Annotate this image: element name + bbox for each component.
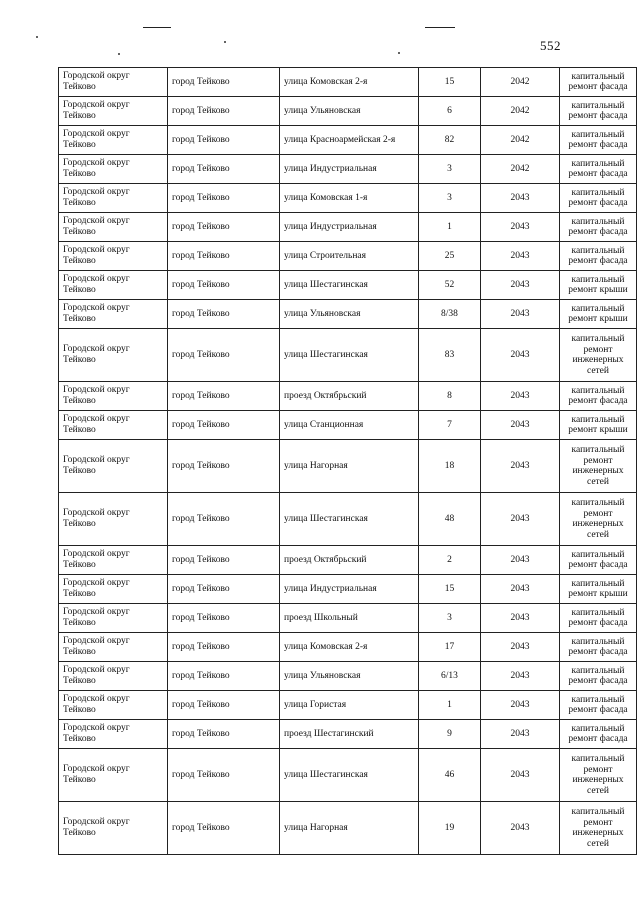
cell-year: 2043	[481, 749, 560, 802]
cell-city: город Тейково	[168, 411, 280, 440]
cell-house-number: 3	[419, 155, 481, 184]
cell-house-number: 19	[419, 802, 481, 855]
cell-street: улица Красноармейская 2-я	[280, 126, 419, 155]
cell-house-number: 17	[419, 633, 481, 662]
table-row	[59, 440, 637, 493]
cell-okrug: Городской округ Тейково	[59, 575, 168, 604]
cell-city: город Тейково	[168, 662, 280, 691]
cell-work-type: капитальный ремонт фасада	[560, 155, 637, 184]
cell-city: город Тейково	[168, 126, 280, 155]
cell-okrug: Городской округ Тейково	[59, 155, 168, 184]
cell-year: 2043	[481, 633, 560, 662]
scan-dot	[224, 41, 226, 43]
cell-work-type: капитальный ремонт инженерных сетей	[560, 802, 637, 855]
cell-city: город Тейково	[168, 242, 280, 271]
cell-year: 2043	[481, 691, 560, 720]
cell-street: улица Гористая	[280, 691, 419, 720]
scan-dot	[118, 53, 120, 55]
cell-work-type: капитальный ремонт фасада	[560, 546, 637, 575]
cell-city: город Тейково	[168, 382, 280, 411]
cell-work-type: капитальный ремонт инженерных сетей	[560, 329, 637, 382]
cell-city: город Тейково	[168, 691, 280, 720]
cell-year: 2043	[481, 300, 560, 329]
table-row	[59, 493, 637, 546]
table-row	[59, 382, 637, 411]
table-row	[59, 242, 637, 271]
cell-street: проезд Школьный	[280, 604, 419, 633]
cell-year: 2043	[481, 802, 560, 855]
cell-year: 2043	[481, 493, 560, 546]
table-row	[59, 126, 637, 155]
cell-work-type: капитальный ремонт фасада	[560, 213, 637, 242]
table-row	[59, 662, 637, 691]
cell-work-type: капитальный ремонт крыши	[560, 575, 637, 604]
cell-street: улица Нагорная	[280, 802, 419, 855]
cell-street: улица Ульяновская	[280, 97, 419, 126]
cell-house-number: 8	[419, 382, 481, 411]
cell-year: 2043	[481, 604, 560, 633]
table-row	[59, 633, 637, 662]
table-row	[59, 184, 637, 213]
table-row	[59, 546, 637, 575]
cell-work-type: капитальный ремонт фасада	[560, 242, 637, 271]
cell-street: улица Станционная	[280, 411, 419, 440]
cell-okrug: Городской округ Тейково	[59, 68, 168, 97]
cell-work-type: капитальный ремонт фасада	[560, 604, 637, 633]
cell-street: улица Строительная	[280, 242, 419, 271]
cell-work-type: капитальный ремонт инженерных сетей	[560, 749, 637, 802]
cell-house-number: 9	[419, 720, 481, 749]
table-row	[59, 691, 637, 720]
cell-house-number: 1	[419, 213, 481, 242]
cell-house-number: 15	[419, 575, 481, 604]
table-row	[59, 802, 637, 855]
cell-house-number: 18	[419, 440, 481, 493]
cell-work-type: капитальный ремонт инженерных сетей	[560, 493, 637, 546]
cell-okrug: Городской округ Тейково	[59, 329, 168, 382]
cell-street: проезд Октябрьский	[280, 382, 419, 411]
cell-city: город Тейково	[168, 604, 280, 633]
cell-year: 2043	[481, 411, 560, 440]
cell-city: город Тейково	[168, 493, 280, 546]
cell-street: улица Индустриальная	[280, 575, 419, 604]
cell-year: 2043	[481, 382, 560, 411]
cell-house-number: 1	[419, 691, 481, 720]
cell-work-type: капитальный ремонт фасада	[560, 691, 637, 720]
registry-table	[58, 67, 637, 855]
cell-okrug: Городской округ Тейково	[59, 662, 168, 691]
cell-okrug: Городской округ Тейково	[59, 300, 168, 329]
cell-work-type: капитальный ремонт фасада	[560, 126, 637, 155]
cell-street: улица Шестагинская	[280, 493, 419, 546]
cell-street: улица Шестагинская	[280, 329, 419, 382]
cell-house-number: 15	[419, 68, 481, 97]
cell-work-type: капитальный ремонт фасада	[560, 97, 637, 126]
cell-work-type: капитальный ремонт крыши	[560, 411, 637, 440]
cell-work-type: капитальный ремонт фасада	[560, 633, 637, 662]
cell-street: улица Комовская 2-я	[280, 633, 419, 662]
cell-okrug: Городской округ Тейково	[59, 126, 168, 155]
table-row	[59, 213, 637, 242]
cell-year: 2043	[481, 575, 560, 604]
cell-okrug: Городской округ Тейково	[59, 213, 168, 242]
cell-year: 2043	[481, 242, 560, 271]
cell-house-number: 3	[419, 184, 481, 213]
cell-house-number: 2	[419, 546, 481, 575]
scan-line-right	[425, 27, 455, 28]
cell-city: город Тейково	[168, 300, 280, 329]
cell-street: улица Шестагинская	[280, 271, 419, 300]
cell-city: город Тейково	[168, 271, 280, 300]
cell-city: город Тейково	[168, 184, 280, 213]
cell-house-number: 6	[419, 97, 481, 126]
cell-city: город Тейково	[168, 155, 280, 184]
cell-year: 2042	[481, 126, 560, 155]
cell-city: город Тейково	[168, 546, 280, 575]
cell-city: город Тейково	[168, 329, 280, 382]
cell-street: улица Индустриальная	[280, 155, 419, 184]
cell-year: 2042	[481, 97, 560, 126]
cell-year: 2043	[481, 329, 560, 382]
cell-house-number: 8/38	[419, 300, 481, 329]
cell-city: город Тейково	[168, 440, 280, 493]
cell-city: город Тейково	[168, 68, 280, 97]
cell-okrug: Городской округ Тейково	[59, 242, 168, 271]
cell-okrug: Городской округ Тейково	[59, 184, 168, 213]
table-row	[59, 329, 637, 382]
cell-city: город Тейково	[168, 802, 280, 855]
cell-okrug: Городской округ Тейково	[59, 604, 168, 633]
cell-street: улица Комовская 2-я	[280, 68, 419, 97]
cell-street: улица Ульяновская	[280, 662, 419, 691]
scan-line-left	[143, 27, 171, 28]
cell-street: проезд Октябрьский	[280, 546, 419, 575]
cell-house-number: 6/13	[419, 662, 481, 691]
cell-street: улица Комовская 1-я	[280, 184, 419, 213]
cell-work-type: капитальный ремонт крыши	[560, 271, 637, 300]
cell-okrug: Городской округ Тейково	[59, 382, 168, 411]
cell-okrug: Городской округ Тейково	[59, 440, 168, 493]
table-row	[59, 720, 637, 749]
cell-work-type: капитальный ремонт фасада	[560, 184, 637, 213]
cell-year: 2043	[481, 213, 560, 242]
cell-house-number: 83	[419, 329, 481, 382]
cell-house-number: 48	[419, 493, 481, 546]
cell-city: город Тейково	[168, 213, 280, 242]
cell-okrug: Городской округ Тейково	[59, 749, 168, 802]
table-row	[59, 271, 637, 300]
cell-year: 2043	[481, 662, 560, 691]
cell-street: улица Нагорная	[280, 440, 419, 493]
cell-street: проезд Шестагинский	[280, 720, 419, 749]
scan-dot	[36, 36, 38, 38]
cell-work-type: капитальный ремонт фасада	[560, 720, 637, 749]
cell-okrug: Городской округ Тейково	[59, 97, 168, 126]
cell-okrug: Городской округ Тейково	[59, 691, 168, 720]
table-row	[59, 68, 637, 97]
table-row	[59, 300, 637, 329]
page-number: 552	[540, 38, 561, 53]
table-row	[59, 575, 637, 604]
cell-okrug: Городской округ Тейково	[59, 720, 168, 749]
cell-street: улица Ульяновская	[280, 300, 419, 329]
table-row	[59, 97, 637, 126]
cell-okrug: Городской округ Тейково	[59, 411, 168, 440]
cell-year: 2043	[481, 184, 560, 213]
cell-city: город Тейково	[168, 720, 280, 749]
cell-okrug: Городской округ Тейково	[59, 546, 168, 575]
cell-work-type: капитальный ремонт крыши	[560, 300, 637, 329]
cell-house-number: 46	[419, 749, 481, 802]
cell-year: 2043	[481, 440, 560, 493]
table-row	[59, 155, 637, 184]
cell-year: 2043	[481, 546, 560, 575]
cell-city: город Тейково	[168, 633, 280, 662]
scan-dot	[398, 52, 400, 54]
cell-house-number: 25	[419, 242, 481, 271]
cell-okrug: Городской округ Тейково	[59, 802, 168, 855]
cell-work-type: капитальный ремонт инженерных сетей	[560, 440, 637, 493]
cell-year: 2043	[481, 271, 560, 300]
registry-rows	[59, 68, 637, 855]
cell-house-number: 52	[419, 271, 481, 300]
cell-street: улица Индустриальная	[280, 213, 419, 242]
table-row	[59, 411, 637, 440]
cell-year: 2043	[481, 720, 560, 749]
cell-house-number: 82	[419, 126, 481, 155]
cell-year: 2042	[481, 68, 560, 97]
cell-work-type: капитальный ремонт фасада	[560, 662, 637, 691]
cell-city: город Тейково	[168, 575, 280, 604]
cell-city: город Тейково	[168, 749, 280, 802]
cell-street: улица Шестагинская	[280, 749, 419, 802]
cell-work-type: капитальный ремонт фасада	[560, 68, 637, 97]
cell-okrug: Городской округ Тейково	[59, 493, 168, 546]
cell-year: 2042	[481, 155, 560, 184]
cell-house-number: 3	[419, 604, 481, 633]
cell-house-number: 7	[419, 411, 481, 440]
cell-okrug: Городской округ Тейково	[59, 633, 168, 662]
cell-city: город Тейково	[168, 97, 280, 126]
cell-okrug: Городской округ Тейково	[59, 271, 168, 300]
cell-work-type: капитальный ремонт фасада	[560, 382, 637, 411]
table-row	[59, 749, 637, 802]
table-row	[59, 604, 637, 633]
